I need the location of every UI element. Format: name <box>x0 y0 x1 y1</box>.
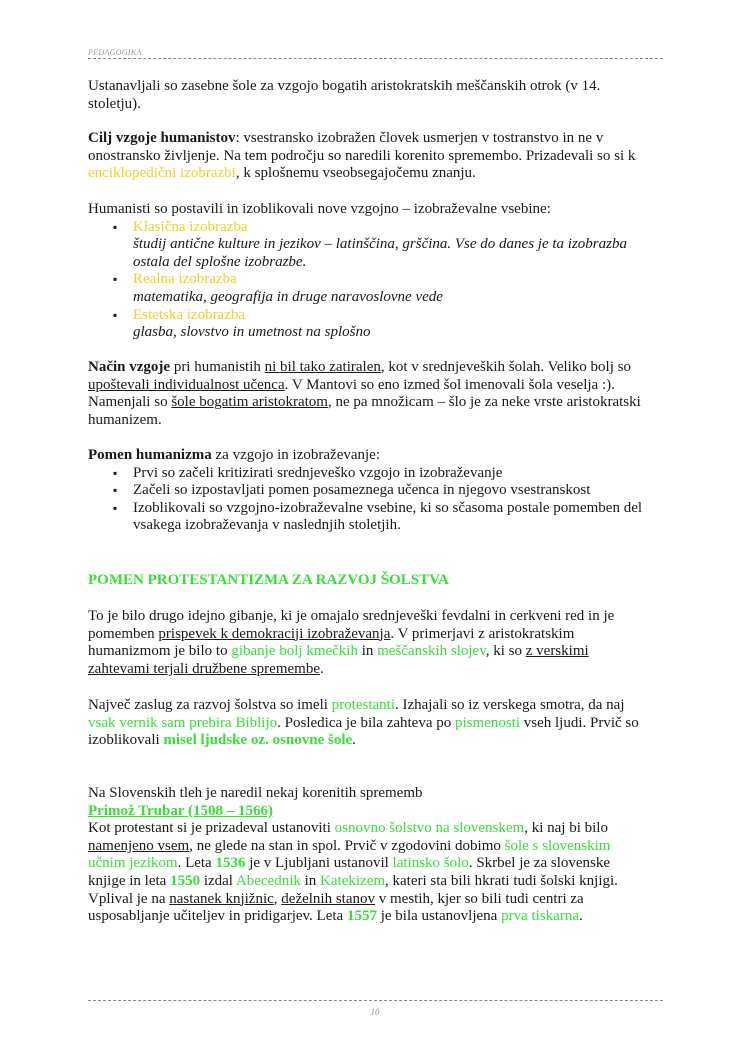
text-run: šole s slovenskim učnim jezikom <box>88 837 611 872</box>
paragraph <box>88 130 648 183</box>
text-run: vsak vernik sam prebira Biblijo <box>88 714 278 731</box>
text-run: upoštevali individualnost učenca <box>88 376 285 393</box>
list-item <box>88 500 648 535</box>
page-number: 10 <box>370 1007 380 1017</box>
text-run: matematika, geografija in druge naravoslovne vede <box>133 288 443 305</box>
text-run: 1536 <box>215 855 246 872</box>
text-run: je bila ustanovljena <box>376 908 502 925</box>
text-run: glasba, slovstvo in umetnost na splošno <box>133 324 371 341</box>
text-run: , k splošnemu vseobsegajočemu znanju. <box>235 165 476 182</box>
text-run: Estetska izobrazba <box>133 306 246 323</box>
text-run: . <box>578 908 583 925</box>
text-run: . <box>319 660 324 677</box>
text-run: Začeli so izpostavljati pomen posameznega učenca in njegovo vsestranskost <box>133 482 591 499</box>
text-run: , ki naj bi bilo <box>524 820 608 837</box>
footer-divider <box>88 1000 663 1001</box>
bullet-list <box>88 465 648 535</box>
text-run: protestanti <box>331 697 395 713</box>
bullet-list <box>88 219 648 342</box>
list-item <box>88 465 648 483</box>
header-divider <box>88 58 663 59</box>
text-run: Primož Trubar (1508 – 1566) <box>88 802 273 819</box>
text-run: . Izhajali so iz verskega smotra, da naj <box>395 697 625 713</box>
text-run: , ki so <box>485 643 526 660</box>
text-run: misel ljudske oz. osnovne šole <box>163 732 353 749</box>
text-run: in <box>357 643 378 660</box>
text-run: prispevek k demokraciji izobraževanja <box>158 625 391 642</box>
text-run: Cilj vzgoje humanistov <box>88 130 236 146</box>
text-run: , kot v srednjeveških šolah. Veliko bolj so <box>380 359 631 375</box>
text-run: Ustanavljali so zasebne šole za vzgojo bogatih aristokratskih meščanskih otrok (v 14. stoletju). <box>88 78 601 112</box>
text-run: študij antične kulture in jezikov – latinščina, grščina. Vse do danes je ta izobrazba ostala del splošne izobrazbe. <box>133 236 627 270</box>
paragraph <box>88 572 648 590</box>
text-run: Humanisti so postavili in izoblikovali nove vzgojno – izobraževalne vsebine: <box>88 201 551 217</box>
paragraph <box>88 78 648 113</box>
text-run: deželnih stanov <box>281 890 376 907</box>
text-run: z verskimi zahtevami terjali družbene spremembe <box>88 643 589 677</box>
text-run: prva tiskarna <box>501 908 579 925</box>
paragraph <box>88 608 648 678</box>
text-run: in <box>300 872 321 889</box>
text-run: Prvi so začeli kritizirati srednjeveško vzgojo in izobraževanje <box>133 464 503 481</box>
text-run: gibanje bolj kmečkih <box>231 643 358 660</box>
text-run: . V primerjavi z aristokratskim humanizmom je bilo to <box>88 625 575 660</box>
text-run: 1550 <box>170 872 201 889</box>
list-item <box>88 219 648 272</box>
paragraph <box>88 359 648 429</box>
text-run: Kot protestant si je prizadeval ustanoviti <box>88 820 335 837</box>
text-run: , kateri sta bili hkrati tudi šolski knjigi. Vplival je na <box>88 872 618 907</box>
text-run: Največ zaslug za razvoj šolstva so imeli <box>88 697 332 713</box>
paragraph <box>88 697 648 750</box>
paragraph <box>88 447 648 535</box>
text-run: Izoblikovali so vzgojno-izobraževalne vsebine, ki so sčasoma postale pomemben del vsakega izobraževanja v naslednjih stoletjih. <box>133 499 643 534</box>
text-run: POMEN PROTESTANTIZMA ZA RAZVOJ ŠOLSTVA <box>88 572 449 588</box>
text-run: . V Mantovi so eno izmed šol imenovali šola veselja :). Namenjali so <box>88 376 615 411</box>
list-item <box>88 271 648 306</box>
text-run: za vzgojo in izobraževanje: <box>211 447 381 463</box>
text-run: latinsko šolo <box>392 855 469 872</box>
text-run: : vsestransko izobražen človek usmerjen v tostranstvo in ne v onostransko življenje. Na tem področju so naredili korenito spremembo. Prizadevali so si k <box>88 130 636 164</box>
text-run: pismenosti <box>455 714 521 731</box>
text-run: . <box>352 732 356 749</box>
text-run: Klasična izobrazba <box>133 218 248 235</box>
text-run: nastanek knjižnic <box>169 890 274 907</box>
text-run: Katekizem <box>320 872 386 889</box>
text-run: osnovno šolstvo na slovenskem <box>334 820 525 837</box>
text-run: Način vzgoje <box>88 359 171 375</box>
text-run: . Leta <box>177 855 216 872</box>
text-run: , <box>273 890 282 907</box>
text-run: izdal <box>200 872 236 889</box>
text-run: v mestih, kjer so bili tudi centri za usposabljanje učiteljev in pridigarjev. Leta <box>88 890 584 925</box>
text-run: Abecednik <box>235 872 301 889</box>
text-run: namenjeno vsem <box>88 837 190 854</box>
text-run: 1557 <box>346 908 377 925</box>
text-run: enciklopedični izobrazbi <box>88 165 236 182</box>
text-run: je v Ljubljani ustanovil <box>245 855 393 872</box>
paragraph <box>88 201 648 342</box>
text-run: vseh ljudi. Prvič so izoblikovali <box>88 714 639 749</box>
text-run: meščanskih slojev <box>377 643 486 660</box>
list-item <box>88 307 648 342</box>
text-run: Realna izobrazba <box>133 271 237 288</box>
text-run: Pomen humanizma <box>88 447 212 463</box>
text-run: , ne glede na stan in spol. Prvič v zgodovini dobimo <box>189 837 505 854</box>
text-run: šole bogatim aristokratom <box>171 394 328 411</box>
paragraph <box>88 785 648 926</box>
list-item <box>88 482 648 500</box>
text-run: Na Slovenskih tleh je naredil nekaj korenitih sprememb <box>88 785 423 801</box>
text-run: pri humanistih <box>170 359 265 375</box>
text-run: ni bil tako zatiralen <box>264 359 381 375</box>
text-run: . Skrbel je za slovenske knjige in leta <box>88 855 611 889</box>
text-run: . Posledica je bila zahteva po <box>277 714 455 731</box>
text-run: , ne pa množicam – šlo je za neke vrste aristokratski humanizem. <box>88 394 641 428</box>
page-header: PEDAGOGIKA <box>88 48 142 57</box>
text-run: To je bilo drugo idejno gibanje, ki je omajalo srednjeveški fevdalni in cerkveni red in je pomemben <box>88 608 615 642</box>
